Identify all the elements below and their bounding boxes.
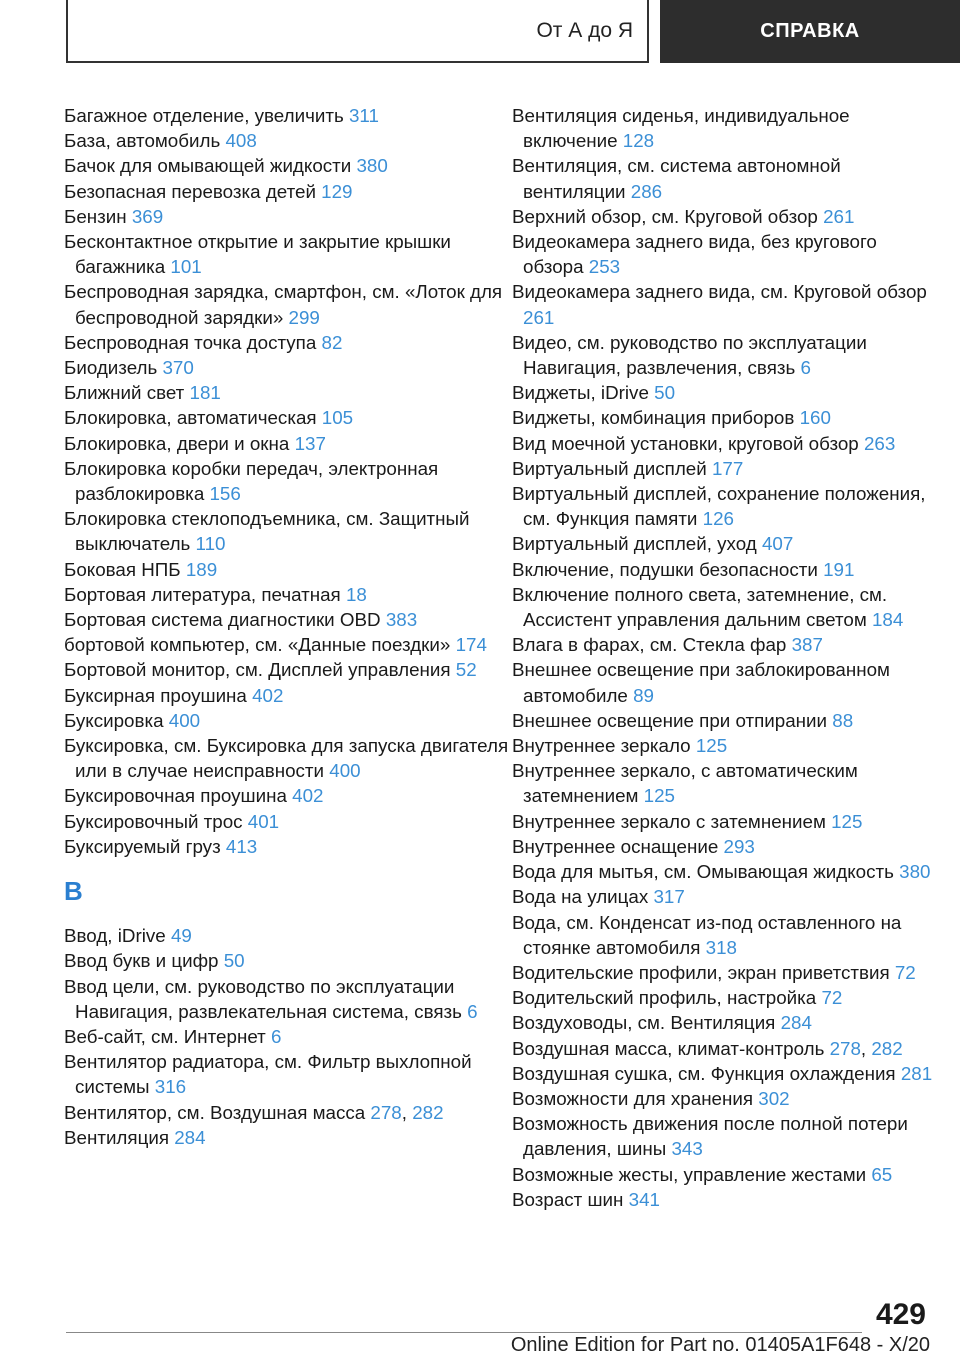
page-link[interactable]: 189 xyxy=(185,558,218,580)
page-link[interactable]: 181 xyxy=(189,382,221,404)
index-entry xyxy=(64,103,526,128)
index-entry xyxy=(64,179,526,204)
page-link[interactable]: 6 xyxy=(270,1025,282,1047)
index-entry-text: Вид моечной установки, круговой обзор xyxy=(512,432,859,454)
index-entry xyxy=(64,456,526,506)
index-entry xyxy=(64,431,526,456)
index-entry xyxy=(512,557,942,582)
index-entry xyxy=(64,923,526,948)
page-link[interactable]: 293 xyxy=(723,835,755,857)
index-entry-text: Бензин xyxy=(64,205,127,227)
page-link[interactable]: 278 xyxy=(829,1037,861,1059)
index-entry xyxy=(64,733,526,783)
index-entry-text: Биодизель xyxy=(64,357,158,379)
header-reference-tab[interactable] xyxy=(660,0,960,63)
index-entry-text: Беспроводная точка доступа xyxy=(64,331,317,353)
index-list-b xyxy=(64,103,526,859)
index-entry xyxy=(64,153,526,178)
index-entry xyxy=(512,380,942,405)
page-link[interactable]: 343 xyxy=(671,1138,703,1160)
index-entry-text: Вода для мытья, см. Омывающая жидкость xyxy=(512,861,894,883)
index-entry-text: Беспроводная зарядка, смартфон, см. «Лоток для беспроводной зарядки» xyxy=(64,281,503,328)
index-entry xyxy=(512,1162,942,1187)
index-entry xyxy=(64,506,526,556)
page-link[interactable]: 88 xyxy=(832,709,854,731)
index-entry-text: Вода, см. Конденсат из-под оставленного на стоянке автомобиля xyxy=(512,911,902,958)
index-entry-text: Вода на улицах xyxy=(512,886,649,908)
page-link[interactable]: 72 xyxy=(821,987,843,1009)
page-link[interactable]: 125 xyxy=(695,735,728,757)
index-entry xyxy=(64,1125,526,1150)
page-link[interactable]: 191 xyxy=(823,558,855,580)
index-entry-text: Блокировка коробки передач, электронная разблокировка xyxy=(64,457,439,505)
index-entry xyxy=(64,229,526,279)
index-entry xyxy=(512,431,942,456)
index-entry-text: Внешнее освещение при заблокированном автомобиле xyxy=(512,659,890,706)
index-entry-text: Буксировочный трос xyxy=(64,810,243,832)
index-entry xyxy=(64,128,526,153)
index-entry-text: Виджеты, комбинация приборов xyxy=(512,407,795,429)
index-entry xyxy=(512,910,942,960)
page-link[interactable]: 125 xyxy=(643,785,675,807)
footer-edition: Online Edition for Part no. 01405A1F648 - X/20 xyxy=(510,1334,930,1356)
index-entry-text: Внутреннее оснащение xyxy=(512,835,719,857)
index-entry xyxy=(64,405,526,430)
page-link[interactable]: 263 xyxy=(863,432,896,454)
page-link[interactable]: 125 xyxy=(831,810,863,832)
index-entry-text: Буксировочная проушина xyxy=(64,785,287,807)
index-entry-text: Вентиляция xyxy=(64,1126,169,1148)
index-entry-text: Влага в фарах, см. Стекла фар xyxy=(512,634,787,656)
index-entry xyxy=(512,229,942,279)
index-entry-text: Буксируемый груз xyxy=(64,835,221,857)
index-entry-text: Виджеты, iDrive xyxy=(512,382,649,404)
index-entry-text: Внешнее освещение при отпирании xyxy=(512,709,828,731)
index-entry-text: Багажное отделение, увеличить xyxy=(64,105,344,126)
header-reference-label: СПРАВКА xyxy=(760,20,860,42)
index-entry xyxy=(512,531,942,556)
index-entry-text: Внутреннее зеркало, с автоматическим затемнением xyxy=(512,760,858,807)
index-entry xyxy=(64,683,526,708)
page-link[interactable]: 401 xyxy=(247,810,280,832)
index-entry xyxy=(64,1049,526,1099)
index-entry-text: Ввод, iDrive xyxy=(64,925,166,947)
index-entry-text: Возможность движения после полной потери давления, шины xyxy=(512,1113,908,1160)
page-link[interactable]: 302 xyxy=(758,1087,790,1109)
index-entry xyxy=(512,279,942,329)
index-entry-text: Включение полного света, затемнение, см. Ассистент управления дальним светом xyxy=(512,583,888,631)
index-entry xyxy=(64,557,526,582)
index-entry xyxy=(512,632,942,657)
page-link[interactable]: 184 xyxy=(871,609,904,631)
index-entry-text: Бортовой монитор, см. Дисплей управления xyxy=(64,659,451,681)
index-entry xyxy=(512,834,942,859)
index-entry-text: бортовой компьютер, см. «Данные поездки» xyxy=(64,634,451,656)
index-entry xyxy=(512,657,942,707)
index-entry xyxy=(64,204,526,229)
index-entry-text: Виртуальный дисплей, сохранение положения, см. Функция памяти xyxy=(512,483,926,530)
index-entry-text: Ввод букв и цифр xyxy=(64,950,219,972)
page-link[interactable]: 407 xyxy=(761,533,794,555)
index-entry xyxy=(512,1061,942,1086)
index-entry: Вентилятор, см. Воздушная масса 278, 282 xyxy=(64,1101,444,1123)
page-link[interactable]: 383 xyxy=(385,609,418,631)
page-link[interactable]: 128 xyxy=(622,130,655,152)
page-link[interactable]: 174 xyxy=(455,634,487,656)
index-entry-text: Блокировка стеклоподъемника, см. Защитный выключатель xyxy=(64,508,470,555)
index-entry-text: Ближний свет xyxy=(64,382,185,404)
page-link[interactable]: 341 xyxy=(628,1188,660,1210)
header-az-label: От А до Я xyxy=(536,18,633,42)
index-entry-text: Вентиляция сиденья, индивидуальное включение xyxy=(512,105,850,152)
index-entry-text: Вентилятор радиатора, см. Фильтр выхлопной системы xyxy=(64,1051,472,1098)
page-link[interactable]: 278 xyxy=(370,1101,402,1123)
index-entry-text: Ввод цели, см. руководство по эксплуатации Навигация, развлекательная система, связь xyxy=(64,975,462,1022)
page-link[interactable]: 49 xyxy=(170,925,192,947)
page-link[interactable]: 400 xyxy=(329,760,361,782)
section-letter: В xyxy=(64,876,83,907)
page-link[interactable]: 413 xyxy=(225,835,258,857)
index-entry xyxy=(512,405,942,430)
page-link[interactable]: 370 xyxy=(162,357,194,379)
index-entry-text: Бачок для омывающей жидкости xyxy=(64,155,352,177)
index-entry-text: Верхний обзор, см. Круговой обзор xyxy=(512,205,818,227)
index-entry-text: Блокировка, двери и окна xyxy=(64,432,290,454)
page-link[interactable]: 129 xyxy=(321,180,353,202)
page-link[interactable]: 18 xyxy=(345,583,367,605)
index-entry xyxy=(512,153,942,203)
page-link[interactable]: 253 xyxy=(588,256,621,278)
index-column-left xyxy=(64,103,526,1150)
index-entry xyxy=(512,103,942,153)
page-link[interactable]: 408 xyxy=(225,130,257,152)
page-link[interactable]: 126 xyxy=(702,508,734,530)
page-link[interactable]: 400 xyxy=(168,709,201,731)
page-link[interactable]: 286 xyxy=(630,180,663,202)
page-link[interactable]: 387 xyxy=(791,634,823,656)
index-list-v xyxy=(64,923,526,1150)
index-entry xyxy=(64,279,526,329)
index-entry xyxy=(512,985,942,1010)
index-entry xyxy=(64,708,526,733)
page-link[interactable]: 261 xyxy=(523,306,555,328)
page-link[interactable]: 82 xyxy=(321,331,343,353)
page-link[interactable]: 282 xyxy=(871,1037,903,1059)
index-entry xyxy=(64,1024,526,1049)
page-link[interactable]: 101 xyxy=(170,256,202,278)
page-link[interactable]: 261 xyxy=(823,205,855,227)
index-entry-text: Внутреннее зеркало с затемнением xyxy=(512,810,826,832)
index-entry xyxy=(512,1010,942,1035)
index-entry xyxy=(64,380,526,405)
page-link[interactable]: 89 xyxy=(633,684,654,706)
page-link[interactable]: 369 xyxy=(131,205,164,227)
index-entry-text: Воздушная сушка, см. Функция охлаждения xyxy=(512,1062,896,1084)
index-entry-text: Видеокамера заднего вида, без кругового обзора xyxy=(512,231,877,278)
page-link[interactable]: 380 xyxy=(356,155,388,177)
page-link[interactable]: 52 xyxy=(455,659,477,681)
index-entry-text: Возможности для хранения xyxy=(512,1087,754,1109)
index-entry-text: Водительские профили, экран приветствия xyxy=(512,961,890,983)
index-entry xyxy=(512,884,942,909)
page-link[interactable]: 318 xyxy=(705,936,738,958)
page-link[interactable]: 284 xyxy=(780,1012,812,1034)
index-entry-text: Бесконтактное открытие и закрытие крышки багажника xyxy=(64,231,451,278)
index-entry-text: Блокировка, автоматическая xyxy=(64,407,317,429)
page-link[interactable]: 6 xyxy=(467,1000,478,1022)
index-entry-text: Видео, см. руководство по эксплуатации Навигация, развлечения, связь xyxy=(512,331,867,379)
index-entry-text: Видеокамера заднего вида, см. Круговой обзор xyxy=(512,281,927,303)
index-entry-text: Воздушная масса, климат-контроль xyxy=(512,1037,825,1059)
index-entry-text: Бортовая система диагностики OBD xyxy=(64,609,381,631)
page-link[interactable]: 317 xyxy=(653,886,685,908)
index-entry xyxy=(512,1111,942,1161)
index-entry xyxy=(64,948,526,973)
index-entry xyxy=(64,355,526,380)
index-entry-text: Вентиляция, см. система автономной вентиляции xyxy=(512,155,841,202)
page-link[interactable]: 50 xyxy=(654,382,676,404)
index-entry xyxy=(512,582,942,632)
index-entry-text: Буксировка xyxy=(64,709,164,731)
index-entry xyxy=(512,809,942,834)
index-entry xyxy=(64,582,526,607)
index-entry: Воздушная масса, климат-контроль 278, 282 xyxy=(512,1037,903,1059)
index-entry-text: Веб-сайт, см. Интернет xyxy=(64,1025,266,1047)
index-entry xyxy=(64,607,526,632)
index-entry-text: Внутреннее зеркало xyxy=(512,735,691,757)
page-link[interactable]: 160 xyxy=(799,407,831,429)
index-entry-text: Буксировка, см. Буксировка для запуска двигателя или в случае неисправности xyxy=(64,735,509,782)
index-entry xyxy=(64,834,526,859)
index-entry-text: Воздуховоды, см. Вентиляция xyxy=(512,1012,776,1034)
index-entry-text: Безопасная перевозка детей xyxy=(64,180,316,202)
index-entry xyxy=(512,758,942,808)
index-entry-text: Возраст шин xyxy=(512,1188,624,1210)
page-link[interactable]: 402 xyxy=(292,785,324,807)
index-entry xyxy=(512,204,942,229)
index-entry xyxy=(512,1187,942,1212)
index-entry-text: Вентилятор, см. Воздушная масса xyxy=(64,1101,366,1123)
index-entry xyxy=(512,733,942,758)
index-entry xyxy=(64,657,526,682)
page-link[interactable]: 380 xyxy=(899,861,931,883)
page-link[interactable]: 137 xyxy=(294,432,326,454)
index-entry xyxy=(512,708,942,733)
index-entry-text: Включение, подушки безопасности xyxy=(512,558,818,580)
index-entry-text: Виртуальный дисплей xyxy=(512,457,707,479)
page-link[interactable]: 6 xyxy=(800,357,811,379)
index-entry xyxy=(64,809,526,834)
index-entry xyxy=(64,974,526,1024)
page-link[interactable]: 65 xyxy=(871,1163,893,1185)
index-entry-text: Бортовая литература, печатная xyxy=(64,583,341,605)
page-link[interactable]: 284 xyxy=(174,1126,206,1148)
index-entry-text: Возможные жесты, управление жестами xyxy=(512,1163,867,1185)
page-link[interactable]: 402 xyxy=(252,684,284,706)
index-entry xyxy=(512,859,942,884)
page-link[interactable]: 156 xyxy=(209,483,241,505)
page-link[interactable]: 281 xyxy=(900,1062,933,1084)
header-az-tab[interactable] xyxy=(66,0,649,63)
page-link[interactable]: 177 xyxy=(711,457,744,479)
index-entry xyxy=(512,481,942,531)
index-entry-text: Виртуальный дисплей, уход xyxy=(512,533,757,555)
index-entry-text: Боковая НПБ xyxy=(64,558,181,580)
index-entry-text: База, автомобиль xyxy=(64,130,221,152)
index-entry-text: Водительский профиль, настройка xyxy=(512,987,817,1009)
index-entry xyxy=(512,456,942,481)
page-link[interactable]: 311 xyxy=(348,105,379,126)
index-list-v-continued xyxy=(512,103,942,1212)
footer-divider xyxy=(66,1332,862,1333)
index-entry xyxy=(512,960,942,985)
index-entry-text: Буксирная проушина xyxy=(64,684,247,706)
index-entry xyxy=(512,330,942,380)
page-link[interactable]: 316 xyxy=(154,1076,187,1098)
page-number: 429 xyxy=(875,1298,926,1331)
index-column-right xyxy=(512,103,942,1212)
index-entry xyxy=(64,330,526,355)
page-link[interactable]: 299 xyxy=(288,306,320,328)
page-link[interactable]: 50 xyxy=(223,950,245,972)
index-entry xyxy=(512,1086,942,1111)
page-link[interactable]: 72 xyxy=(894,961,916,983)
page-link[interactable]: 110 xyxy=(195,533,226,555)
index-entry xyxy=(64,632,526,657)
index-entry xyxy=(64,783,526,808)
page-link[interactable]: 282 xyxy=(412,1101,444,1123)
page-link[interactable]: 105 xyxy=(321,407,354,429)
